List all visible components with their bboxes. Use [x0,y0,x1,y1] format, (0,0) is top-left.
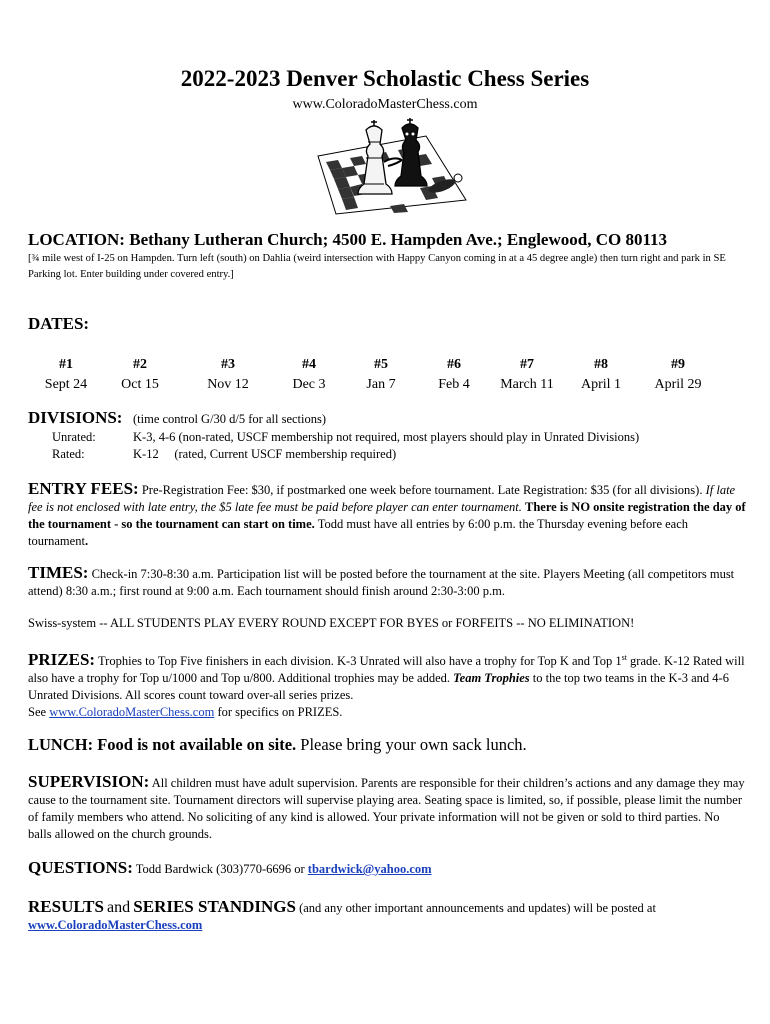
entry-period: . [84,534,89,548]
location-address: Bethany Lutheran Church; 4500 E. Hampden Ave.; Englewood, CO 80113 [129,230,668,249]
prizes-text-3: to the top two teams in the K-3 and 4-6 Unrated Divisions. All scores count toward over-all series prizes. [28,671,729,702]
times-text: Check-in 7:30-8:30 a.m. Participation list will be posted before the tournament at the site. Players Meeting (all competitors must attend) 8:30 a.m.; first round at 9:00 a.m. Each tournament should finish around 2:30-3:00 p.m. [28,567,735,598]
date-item [95,355,185,395]
entry-fees-heading: ENTRY FEES: [28,479,139,498]
dates-heading: DATES: [28,314,90,333]
entry-fees-text: Pre-Registration Fee: $30, if postmarked one week before tournament. Late Registration: $35 (for all divisions). [141,483,703,497]
results-section [28,898,746,934]
website-url: www.ColoradoMasterChess.com [292,97,478,112]
date-value: Sept 24 [44,377,88,392]
supervision-text: All children must have adult supervision. Parents are responsible for their children’s actions and any damage they may cause to the tournament site. Tournament directors will supervise playing area. Seating space is limited, so, if possible, please limit the number of family members who attend. No soliciting of any kind is allowed. Your private information will not be given or sold to third parties. No balls allowed on the church grounds. [28,776,745,841]
lunch-heading: LUNCH: [28,735,94,754]
divisions-heading: DIVISIONS: [28,408,123,427]
lunch-bold-note: Food is not available on site. [97,735,297,754]
page-title: 2022-2023 Denver Scholastic Chess Series [180,66,590,91]
date-value: March 11 [500,377,554,392]
date-value: April 29 [654,377,702,392]
date-number: #4 [302,357,316,372]
results-and: and [107,899,131,916]
prizes-section [28,651,746,721]
date-value: April 1 [580,377,622,392]
date-number: #1 [59,357,73,372]
date-item [633,355,723,395]
prizes-text-2: grade. K-12 Rated will also have a trophy for Top u/1000 and Top u/800. Additional trophies may be added. [28,654,745,685]
supervision-section [28,773,746,843]
division-name: Unrated: [52,430,96,444]
date-value: Jan 7 [366,377,396,392]
times-heading: TIMES: [28,563,89,582]
date-number: #2 [133,357,147,372]
chess-pieces-handshake-illustration-icon [308,118,468,216]
location-line [28,230,667,250]
divisions-time-control: (time control G/30 d/5 for all sections) [133,412,327,426]
questions-heading: QUESTIONS: [28,858,133,877]
results-text: (and any other important announcements and updates) will be posted at [299,901,656,915]
prizes-heading: PRIZES: [28,650,96,669]
questions-section [28,859,746,878]
date-number: #3 [221,357,235,372]
times-section [28,564,746,600]
late-fee-note: If late fee is not enclosed with late entry, the $5 late fee must be paid before player can enter tournament. [28,483,736,514]
date-value: Dec 3 [292,377,326,392]
date-value: Nov 12 [207,377,249,392]
prizes-see: See [28,705,47,719]
date-item [183,355,273,395]
lunch-section [28,736,746,753]
division-desc: K-3, 4-6 (non-rated, USCF membership not required, most players should play in Unrated Divisions) [133,430,640,444]
questions-contact: Todd Bardwick (303)770-6696 or [135,862,305,876]
prizes-text: Trophies to Top Five finishers in each division. K-3 Unrated will also have a trophy for Top K and Top 1 [97,654,622,668]
date-number: #8 [594,357,608,372]
location-label: LOCATION: [28,230,125,249]
results-heading: RESULTS [28,897,104,916]
date-number: #5 [374,357,388,372]
location-directions: [¾ mile west of I-25 on Hampden. Turn left (south) on Dahlia (weird intersection with Happy Canyon coming in at a 45 degree angle) then turn right and park in SE Parking lot. Enter building under covered entry.] [28,253,726,280]
swiss-system-note: Swiss-system -- ALL STUDENTS PLAY EVERY ROUND EXCEPT FOR BYES or FORFEITS -- NO ELIMINATION! [28,616,635,630]
entry-fees-section [28,480,746,550]
date-value: Feb 4 [438,377,470,392]
prizes-superscript: st [621,652,627,662]
no-onsite-registration-note: There is NO onsite registration the day of the tournament - so the tournament can start on time. [28,500,746,531]
series-standings-heading: SERIES STANDINGS [133,897,296,916]
date-number: #7 [520,357,534,372]
prizes-website-link[interactable]: www.ColoradoMasterChess.com [49,705,215,719]
team-trophies-label: Team Trophies [453,671,530,685]
prizes-see-after: for specifics on PRIZES. [217,705,343,719]
date-number: #6 [447,357,461,372]
results-website-link[interactable]: www.ColoradoMasterChess.com [28,918,203,932]
date-number: #9 [671,357,685,372]
division-desc: K-12 (rated, Current USCF membership required) [133,447,397,461]
division-name: Rated: [52,447,85,461]
entry-deadline-text: Todd must have all entries by 6:00 p.m. the Thursday evening before each tournament [28,517,689,548]
contact-email-link[interactable]: tbardwick@yahoo.com [307,862,432,876]
lunch-text: Please bring your own sack lunch. [300,735,527,754]
supervision-heading: SUPERVISION: [28,772,150,791]
date-value: Oct 15 [121,377,159,392]
